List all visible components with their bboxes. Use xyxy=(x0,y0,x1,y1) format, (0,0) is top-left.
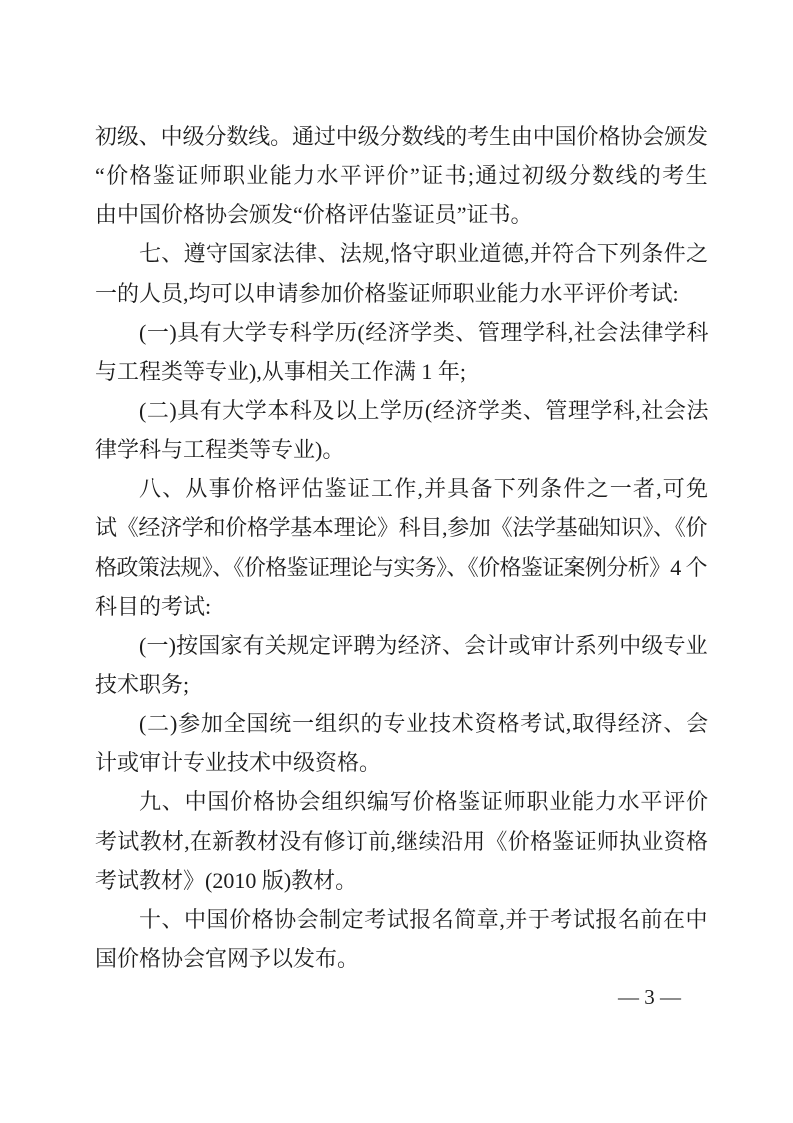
paragraph xyxy=(95,234,708,312)
paragraph xyxy=(95,900,708,978)
text-line: 考试教材,在新教材没有修订前,继续沿用《价格鉴证师执业资格 xyxy=(95,828,709,854)
text-line: 国价格协会官网予以发布。 xyxy=(95,945,360,971)
text-line: (二)具有大学本科及以上学历(经济学类、管理学科,社会法 xyxy=(139,397,709,423)
text-line: 考试教材》(2010 版)教材。 xyxy=(95,867,358,893)
text-line: 七、遵守国家法律、法规,恪守职业道德,并符合下列条件之 xyxy=(139,241,709,267)
text-line: 格政策法规》、《价格鉴证理论与实务》、《价格鉴证案例分析》4 个 xyxy=(95,554,707,580)
text-line: (一)具有大学专科学历(经济学类、管理学科,社会法律学科 xyxy=(139,319,709,345)
text-line: “价格鉴证师职业能力水平评价”证书;通过初级分数线的考生 xyxy=(95,163,710,189)
text-line: 技术职务; xyxy=(95,671,190,697)
text-line: 试《经济学和价格学基本理论》科目,参加《法学基础知识》、《价 xyxy=(95,515,708,541)
text-line: 八、从事价格评估鉴证工作,并具备下列条件之一者,可免 xyxy=(139,476,710,502)
document-body xyxy=(95,117,708,978)
text-line: 计或审计专业技术中级资格。 xyxy=(95,750,382,776)
paragraph xyxy=(95,469,708,626)
paragraph xyxy=(95,391,708,469)
paragraph xyxy=(95,117,708,234)
paragraph xyxy=(95,782,708,899)
paragraph xyxy=(95,626,708,704)
text-line: 科目的考试: xyxy=(95,593,212,619)
text-line: 初级、中级分数线。通过中级分数线的考生由中国价格协会颁发 xyxy=(95,124,708,149)
text-line: 律学科与工程类等专业)。 xyxy=(95,437,345,463)
page-number: — 3 — xyxy=(618,985,681,1009)
text-line: 十、中国价格协会制定考试报名简章,并于考试报名前在中 xyxy=(139,906,709,932)
text-line: 由中国价格协会颁发“价格评估鉴证员”证书。 xyxy=(95,202,533,228)
paragraph xyxy=(95,313,708,391)
text-line: 九、中国价格协会组织编写价格鉴证师职业能力水平评价 xyxy=(139,789,709,815)
text-line: (一)按国家有关规定评聘为经济、会计或审计系列中级专业 xyxy=(139,632,708,658)
paragraph xyxy=(95,704,708,782)
text-line: 一的人员,均可以申请参加价格鉴证师职业能力水平评价考试: xyxy=(95,280,679,306)
text-line: (二)参加全国统一组织的专业技术资格考试,取得经济、会 xyxy=(139,711,709,737)
text-line: 与工程类等专业),从事相关工作满 1 年; xyxy=(95,358,466,384)
